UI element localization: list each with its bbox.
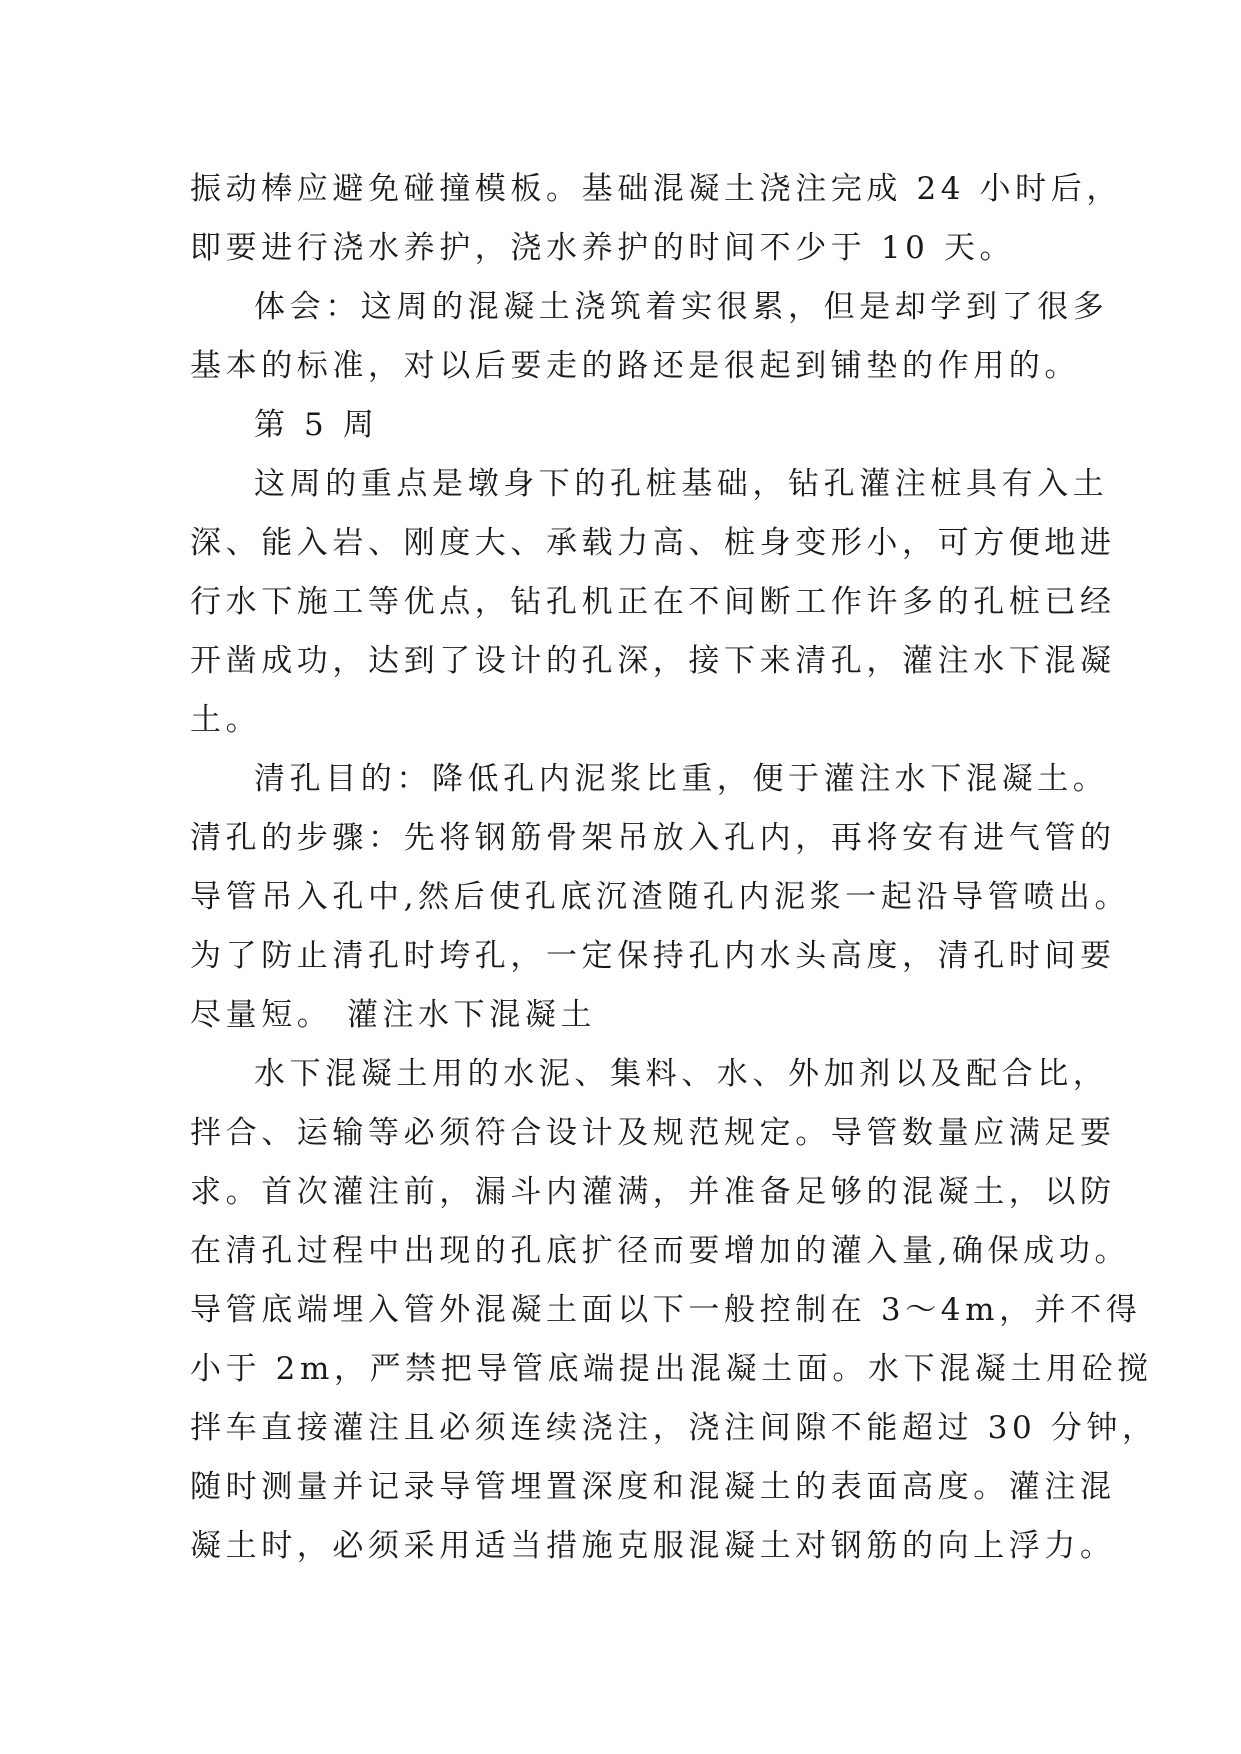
text-line: 清孔目的：降低孔内泥浆比重，便于灌注水下混凝土。 xyxy=(254,761,1109,797)
text-line: 体会：这周的混凝土浇筑着实很累，但是却学到了很多 xyxy=(254,289,1109,325)
section-heading: 第 5 周 xyxy=(254,407,379,443)
text-line: 开凿成功，达到了设计的孔深，接下来清孔，灌注水下混凝 xyxy=(190,643,1116,679)
text-line: 拌合、运输等必须符合设计及规范规定。导管数量应满足要 xyxy=(190,1115,1116,1151)
text-line: 基本的标准，对以后要走的路还是很起到铺垫的作用的。 xyxy=(190,348,1080,384)
text-line: 尽量短。 灌注水下混凝土 xyxy=(190,997,597,1033)
text-line: 小于 2m，严禁把导管底端提出混凝土面。水下混凝土用砼搅 xyxy=(190,1351,1153,1387)
text-line: 这周的重点是墩身下的孔桩基础，钻孔灌注桩具有入土 xyxy=(254,466,1109,502)
text-line: 即要进行浇水养护，浇水养护的时间不少于 10 天。 xyxy=(190,230,1016,266)
body-text xyxy=(190,160,1158,1576)
text-line: 水下混凝土用的水泥、集料、水、外加剂以及配合比， xyxy=(254,1056,1109,1092)
text-line: 导管底端埋入管外混凝土面以下一般控制在 3～4m，并不得 xyxy=(190,1292,1142,1328)
text-line: 拌车直接灌注且必须连续浇注，浇注间隙不能超过 30 分钟， xyxy=(190,1410,1158,1446)
text-line: 行水下施工等优点，钻孔机正在不间断工作许多的孔桩已经 xyxy=(190,584,1116,620)
text-line: 导管吊入孔中,然后使孔底沉渣随孔内泥浆一起沿导管喷出。 xyxy=(190,879,1131,915)
text-line: 土。 xyxy=(190,702,262,738)
text-line: 为了防止清孔时垮孔，一定保持孔内水头高度，清孔时间要 xyxy=(190,938,1116,974)
text-line: 深、能入岩、刚度大、承载力高、桩身变形小，可方便地进 xyxy=(190,525,1116,561)
text-line: 清孔的步骤：先将钢筋骨架吊放入孔内，再将安有进气管的 xyxy=(190,820,1116,856)
text-line: 求。首次灌注前，漏斗内灌满，并准备足够的混凝土，以防 xyxy=(190,1174,1116,1210)
text-line: 随时测量并记录导管埋置深度和混凝土的表面高度。灌注混 xyxy=(190,1469,1116,1505)
text-line: 凝土时，必须采用适当措施克服混凝土对钢筋的向上浮力。 xyxy=(190,1528,1116,1564)
text-line: 振动棒应避免碰撞模板。基础混凝土浇注完成 24 小时后， xyxy=(190,171,1122,207)
text-line: 在清孔过程中出现的孔底扩径而要增加的灌入量,确保成功。 xyxy=(190,1233,1131,1269)
